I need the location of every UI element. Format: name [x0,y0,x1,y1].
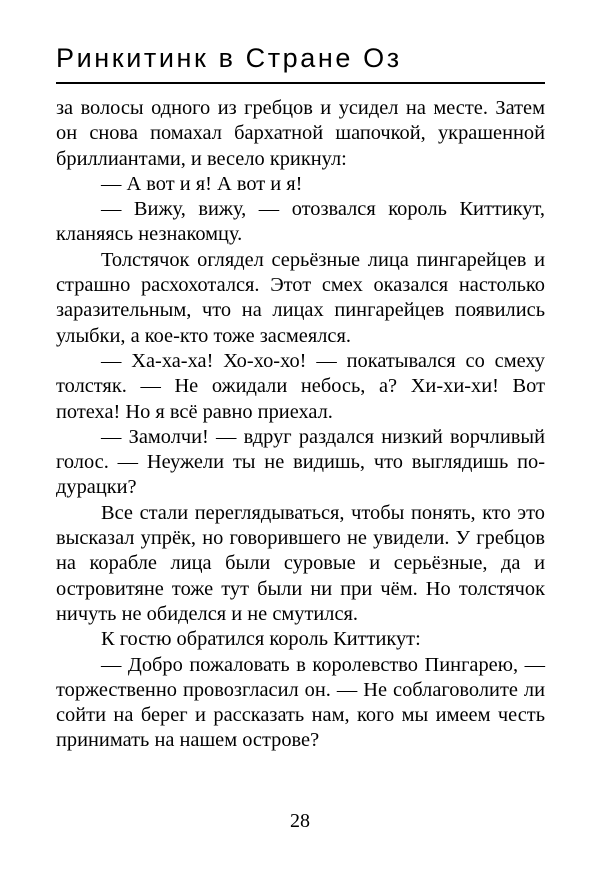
paragraph: — А вот и я! А вот и я! [101,172,303,195]
paragraph: К гостю обратился король Киттикут: [101,628,421,651]
paragraph: Толстячок оглядел серьёзные лица пингарейцев и страшно расхохотался. Этот смех оказался настолько заразительным, что на лицах пингарейцев появились улыбки, а кое-кто тоже засмеялся. [56,248,545,347]
header-rule [56,82,545,84]
page-number: 28 [290,810,310,832]
running-title: Ринкитинк в Стране Оз [56,43,402,73]
paragraph: — Вижу, вижу, — отозвался король Киттикут, кланяясь незнакомцу. [56,198,545,246]
paragraph: — Замолчи! — вдруг раздался низкий ворчливый голос. — Неужели ты не видишь, что выглядишь по-дурацки? [56,425,545,499]
paragraph: — Ха-ха-ха! Хо-хо-хо! — покатывался со смеху толстяк. — Не ожидали небось, а? Хи-хи-хи! Вот потеха! Но я всё равно приехал. [56,349,545,423]
paragraph: — Добро пожаловать в королевство Пингарею, — торжественно провозгласил он. — Не соблаговолите ли сойти на берег и рассказать нам, кого мы имеем честь принимать на нашем острове? [56,653,545,752]
paragraph: Все стали переглядываться, чтобы понять, кто это высказал упрёк, но говорившего не увидели. У гребцов на корабле лица были суровые и серьёзные, да и островитяне тоже тут были ни при чём. Но толстячок ничуть не обиделся и не смутился. [56,501,545,625]
body-text [56,96,545,754]
paragraph-continued: за волосы одного из гребцов и усидел на месте. Затем он снова помахал бархатной шапочкой, украшенной бриллиантами, и весело крикнул: [56,97,545,170]
